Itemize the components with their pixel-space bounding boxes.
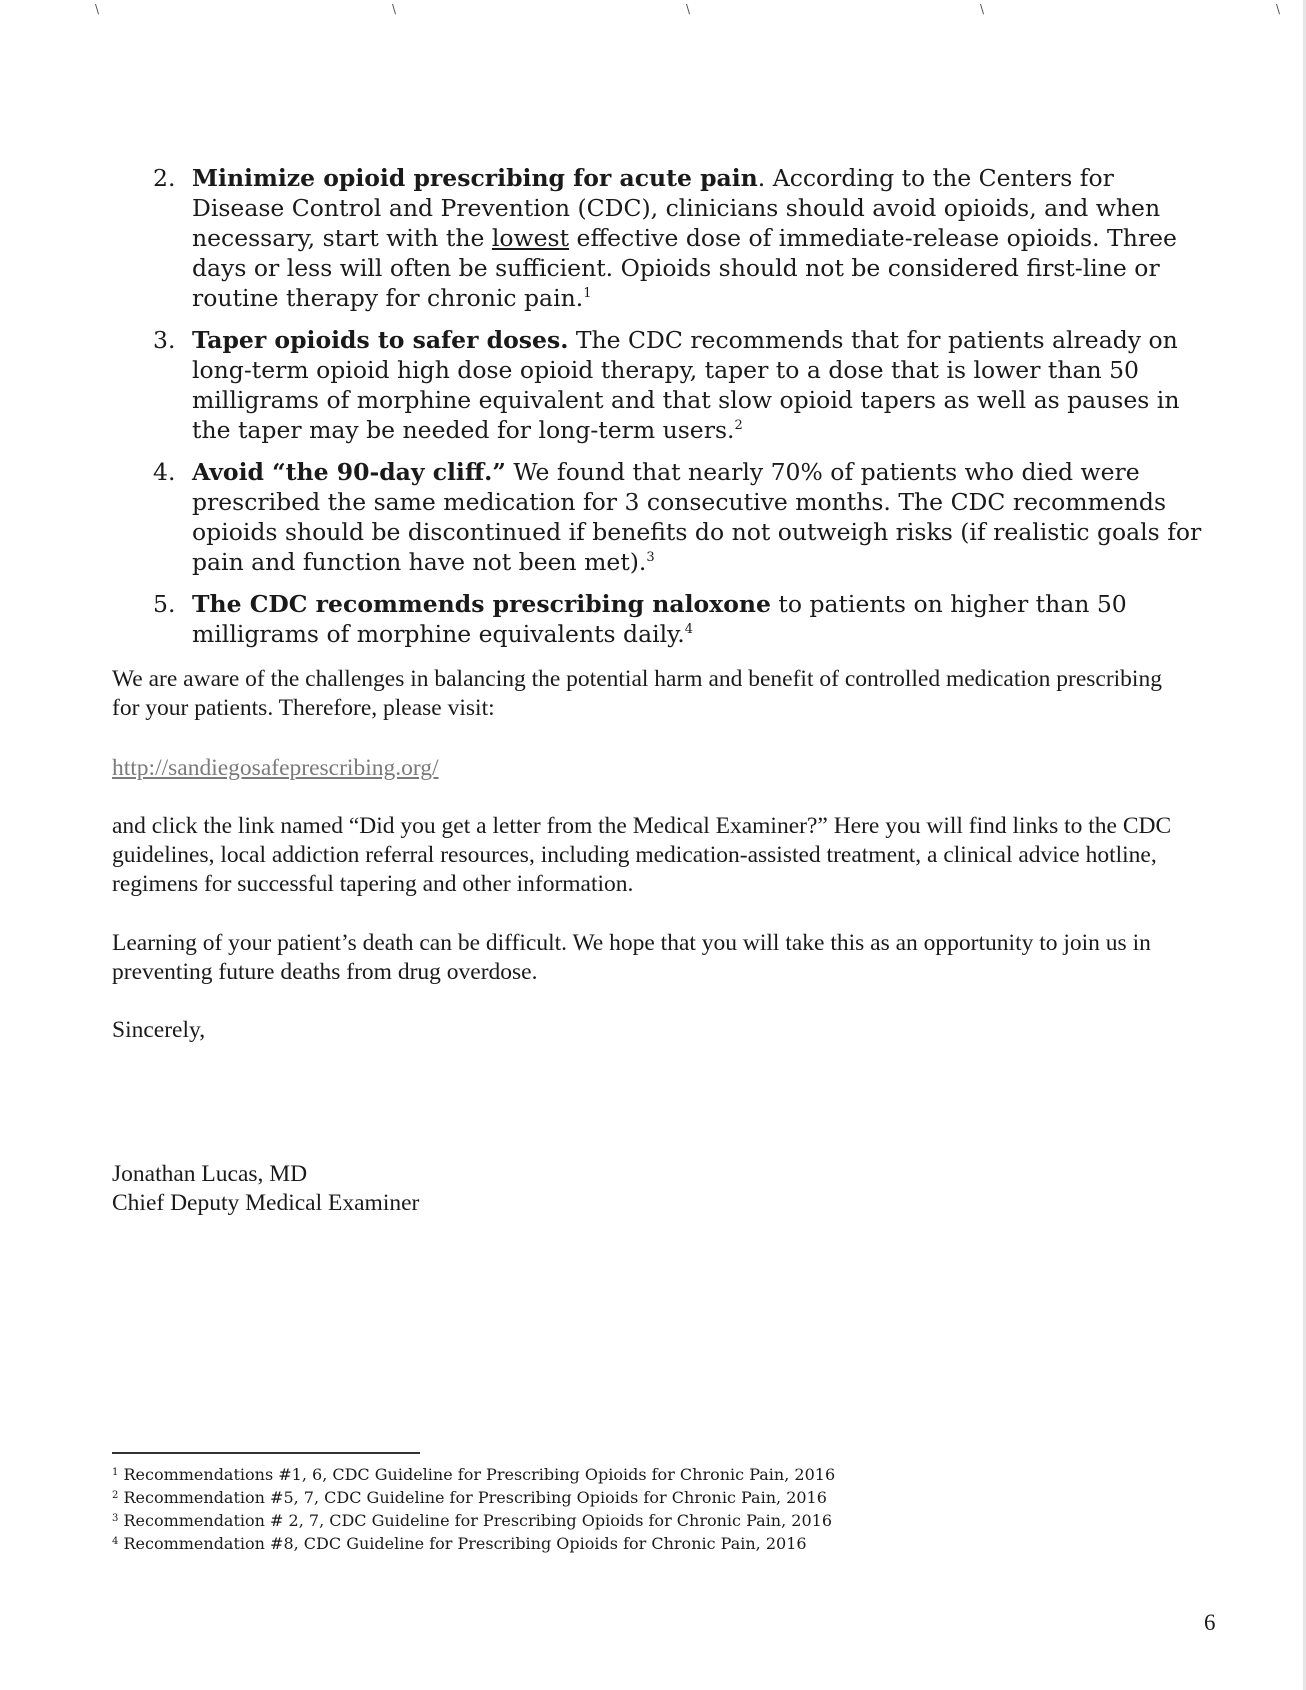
signer-name: Jonathan Lucas, MD [112, 1161, 308, 1187]
paragraph-challenges: We are aware of the challenges in balancing the potential harm and benefit of controlled medication prescribing for your patients. Therefore, please visit: [112, 666, 1162, 721]
page-number: 6 [1204, 1610, 1216, 1635]
footnote-divider [112, 1452, 420, 1454]
list-item-heading: The CDC recommends prescribing naloxone [192, 590, 771, 618]
footnote-text: Recommendations #1, 6, CDC Guideline for Prescribing Opioids for Chronic Pain, 2016 [118, 1465, 836, 1484]
footnote-text: Recommendation #5, 7, CDC Guideline for Prescribing Opioids for Chronic Pain, 2016 [118, 1488, 827, 1507]
list-item-text: to patients on higher than 50 milligrams of morphine equivalents daily. [192, 590, 1127, 648]
footnote-text: Recommendation # 2, 7, CDC Guideline for Prescribing Opioids for Chronic Pain, 2016 [118, 1511, 832, 1530]
underlined-word: lowest [491, 224, 570, 252]
list-item [150, 457, 1210, 577]
list-item-text: We found that nearly 70% of patients who died were prescribed the same medication for 3 consecutive months. The CDC recommends opioids should be discontinued if benefits do not outweigh risks (if realistic goals for pain and function have not been met). [192, 458, 1202, 576]
footnote-ref: 4 [684, 622, 694, 637]
footnote-ref: 1 [583, 286, 592, 301]
list-number: 3. [153, 326, 176, 354]
footnote-ref: 3 [646, 550, 655, 565]
footnote-ref: 2 [734, 418, 743, 433]
footnote [112, 1463, 1012, 1486]
footnote [112, 1509, 1012, 1532]
footnote [112, 1532, 1012, 1555]
list-item [150, 163, 1210, 313]
list-item-heading: Taper opioids to safer doses. [192, 326, 569, 354]
scan-edge-marks: \ \ \ \ \ [95, 2, 1281, 16]
footnote-text: Recommendation #8, CDC Guideline for Prescribing Opioids for Chronic Pain, 2016 [118, 1534, 807, 1553]
list-number: 2. [153, 164, 176, 192]
salutation: Sincerely, [112, 1017, 206, 1043]
footnote-number: 1 [112, 1467, 119, 1478]
list-item [150, 589, 1210, 649]
list-item-text: effective dose of immediate-release opioids. Three days or less will often be sufficient. Opioids should not be considered first-line or routine therapy for chronic pain. [192, 224, 1177, 312]
footnote-number: 2 [112, 1490, 119, 1501]
list-number: 4. [153, 458, 176, 486]
list-item-text: . According to the Centers for Disease Control and Prevention (CDC), clinicians should avoid opioids, and when necessary, start with the [192, 164, 1161, 252]
footnote-number: 3 [112, 1513, 119, 1524]
list-number: 5. [153, 590, 176, 618]
footnote-number: 4 [112, 1536, 119, 1547]
footnote [112, 1486, 1012, 1509]
paragraph-click-instructions: and click the link named “Did you get a letter from the Medical Examiner?” Here you will find links to the CDC guidelines, local addiction referral resources, including medication-assisted treatment, a clinical advice hotline, regimens for successful tapering and other information. [112, 813, 1172, 897]
list-item-text: The CDC recommends that for patients already on long-term opioid high dose opioid therapy, taper to a dose that is lower than 50 milligrams of morphine equivalent and that slow opioid tapers as well as pauses in the taper may be needed for long-term users. [192, 326, 1180, 444]
resource-link-paragraph [112, 754, 1192, 783]
list-item-heading: Avoid “the 90-day cliff.” [192, 458, 506, 486]
paragraph-learning: Learning of your patient’s death can be difficult. We hope that you will take this as an opportunity to join us in preventing future deaths from drug overdose. [112, 930, 1151, 985]
resource-link[interactable]: http://sandiegosafeprescribing.org/ [112, 755, 439, 781]
list-item-heading: Minimize opioid prescribing for acute pain [192, 164, 758, 192]
list-item [150, 325, 1210, 445]
recommendation-list [150, 163, 1210, 661]
footnotes [112, 1463, 1012, 1555]
signer-title: Chief Deputy Medical Examiner [112, 1190, 420, 1216]
